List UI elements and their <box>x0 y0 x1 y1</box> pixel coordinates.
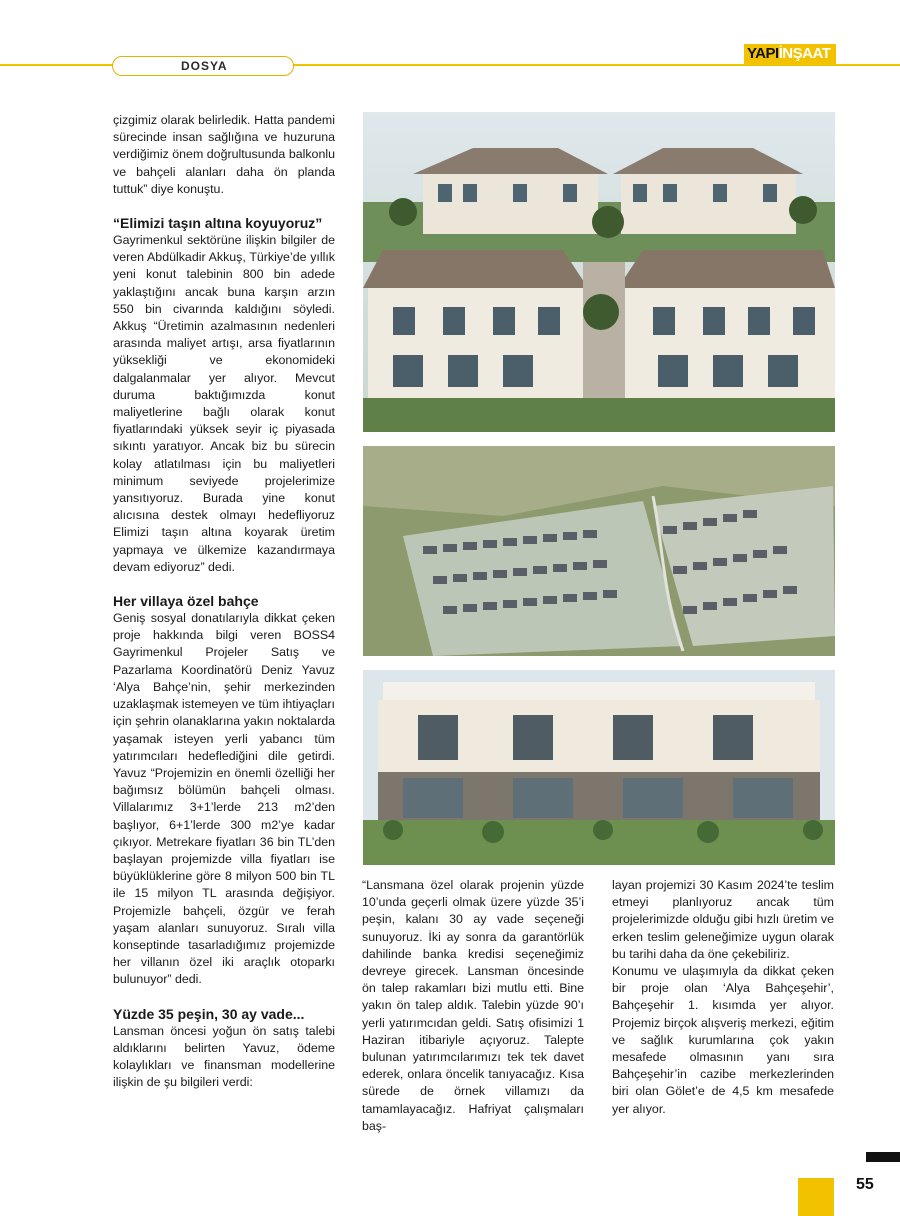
intro-paragraph: çizgimiz olarak belirledik. Hatta pandemi sürecinde insan sağlığına ve huzuruna verdiğimiz önem doğrultusunda balkonlu ve bahçeli alanları daha ön planda tuttuk” diye konuştu. <box>113 113 335 196</box>
article-column-2 <box>362 877 584 1135</box>
article-column-1 <box>113 112 335 1091</box>
col3-paragraph-2: Konumu ve ulaşımıyla da dikkat çeken bir proje olan ‘Alya Bahçeşehir’, Bahçeşehir 1. kısımda yer alıyor. Projemiz birçok alışveriş merkezi, eğitim ve sağlık kurumlarına çok yakın mesafede olmasının yanı sıra Bahçeşehir’in cazibe merkezlerinden biri olan Gölet’e de 4,5 km mesafede yer alıyor. <box>612 964 834 1116</box>
subheading-2: Her villaya özel bahçe <box>113 593 259 610</box>
paragraph-2: Geniş sosyal donatılarıyla dikkat çeken proje hakkında bilgi veren BOSS4 Gayrimenkul Projeler Satış ve Pazarlama Koordinatörü Deniz Yavuz ‘Alya Bahçe’nin, şehir merkezinden uzaklaşmak istemeyen ve tüm ihtiyaçları için şehrin olanaklarına yakın noktalarda yaşamak isteyen yerli yabancı tüm yatırımcıları hedeflediğini dile getirdi. Yavuz “Projemizin en önemli özelliği her bağımsız bölümün bahçeli olması. Villalarımız 3+1’lerde 213 m2’den başlıyor, 6+1’lerde 300 m2’ye kadar çıkıyor. Metrekare fiyatları 36 bin TL’den başlayan projemizde villa fiyatları ise büyüklüklerine göre 8 milyon 500 bin TL ile 15 milyon TL arasında değişiyor. Projemizle bahçeli, özgür ve ferah yaşam alanları sunuyoruz. Sıralı villa konseptinde tasarladığımız projemizde her villanın özel iki araçlık otoparkı bulunuyor” dedi. <box>113 611 335 987</box>
col2-paragraph-1: “Lansmana özel olarak projenin yüzde 10’unda geçerli olmak üzere yüzde 35’i peşin, kalanı 30 ay vade seçeneği sunuyoruz. İki ay sonra da garantörlük dahilinde banka kredisi seçeneğimiz devreye girecek. Lansman öncesinde ön talep rakamları bizi mutlu etti. Bine yakın ön talep aldık. Talebin yüzde 90’ı yerli yatırımcıdan geldi. Satış ofisimizi 1 Haziran itibariyle açıyoruz. Talepte bulunan yatırımcılarımızı tek tek davet ederek, onlara öncelik tanıyacağız. Kısa sürede de örnek villamızı da tamamlayacağız. Hafriyat çalışmaları baş- <box>362 878 584 1133</box>
subheading-1: “Elimizi taşın altına koyuyoruz” <box>113 215 323 232</box>
paragraph-1: Gayrimenkul sektörüne ilişkin bilgiler de veren Abdülkadir Akkuş, Türkiye’de yıllık yeni konut talebinin 800 bin adede yaklaştığını ancak buna karşın arzın 550 bin civarında kaldığını söyledi. Akkuş “Üretimin azalmasının nedenleri arasında maliyet artışı, arsa fiyatlarının yüksekliği ve ekonomideki dalgalanmalar yer alıyor. Mevcut duruma baktığımızda konut maliyetlerine bağlı olarak konut fiyatlarındaki yüksek seyir iç piyasada sıkıntı yaratıyor. Ancak biz bu sürecin kolay atlatılması için bu maliyetleri minimum seviyede projelerimize yansıtıyoruz. Burada yine konut alıcısına destek olmayı hedefliyoruz Elimizi taşın altına koyarak üretim yapmaya ve ülkemize kazandırmaya devam ediyoruz” dedi. <box>113 233 335 574</box>
subheading-3: Yüzde 35 peşin, 30 ay vade... <box>113 1005 305 1022</box>
paragraph-3: Lansman öncesi yoğun ön satış talebi aldıklarını belirten Yavuz, ödeme kolaylıkları ve finansman modellerine ilişkin de şu bilgileri verdi: <box>113 1023 335 1090</box>
page-accent-block <box>798 1178 834 1216</box>
aerial-site-image <box>363 446 835 656</box>
section-tab <box>112 56 294 76</box>
section-label: DOSYA <box>181 59 228 73</box>
magazine-logo <box>744 44 836 64</box>
logo-part-1: YAPI <box>747 45 779 62</box>
logo-part-2: İNŞAAT <box>778 45 831 62</box>
villa-render-image <box>363 112 835 432</box>
page-edge-bar <box>866 1152 900 1162</box>
col3-paragraph-1: layan projemizi 30 Kasım 2024’te teslim etmeyi planlıyoruz ancak tüm projelerimizde olduğu gibi hızlı üretim ve erken teslim geleneğimize uygun olarak bu tarihi daha da öne çekebiliriz. <box>612 878 834 961</box>
page-number: 55 <box>856 1176 874 1193</box>
article-column-3 <box>612 877 834 1118</box>
villa-facade-image <box>363 670 835 865</box>
